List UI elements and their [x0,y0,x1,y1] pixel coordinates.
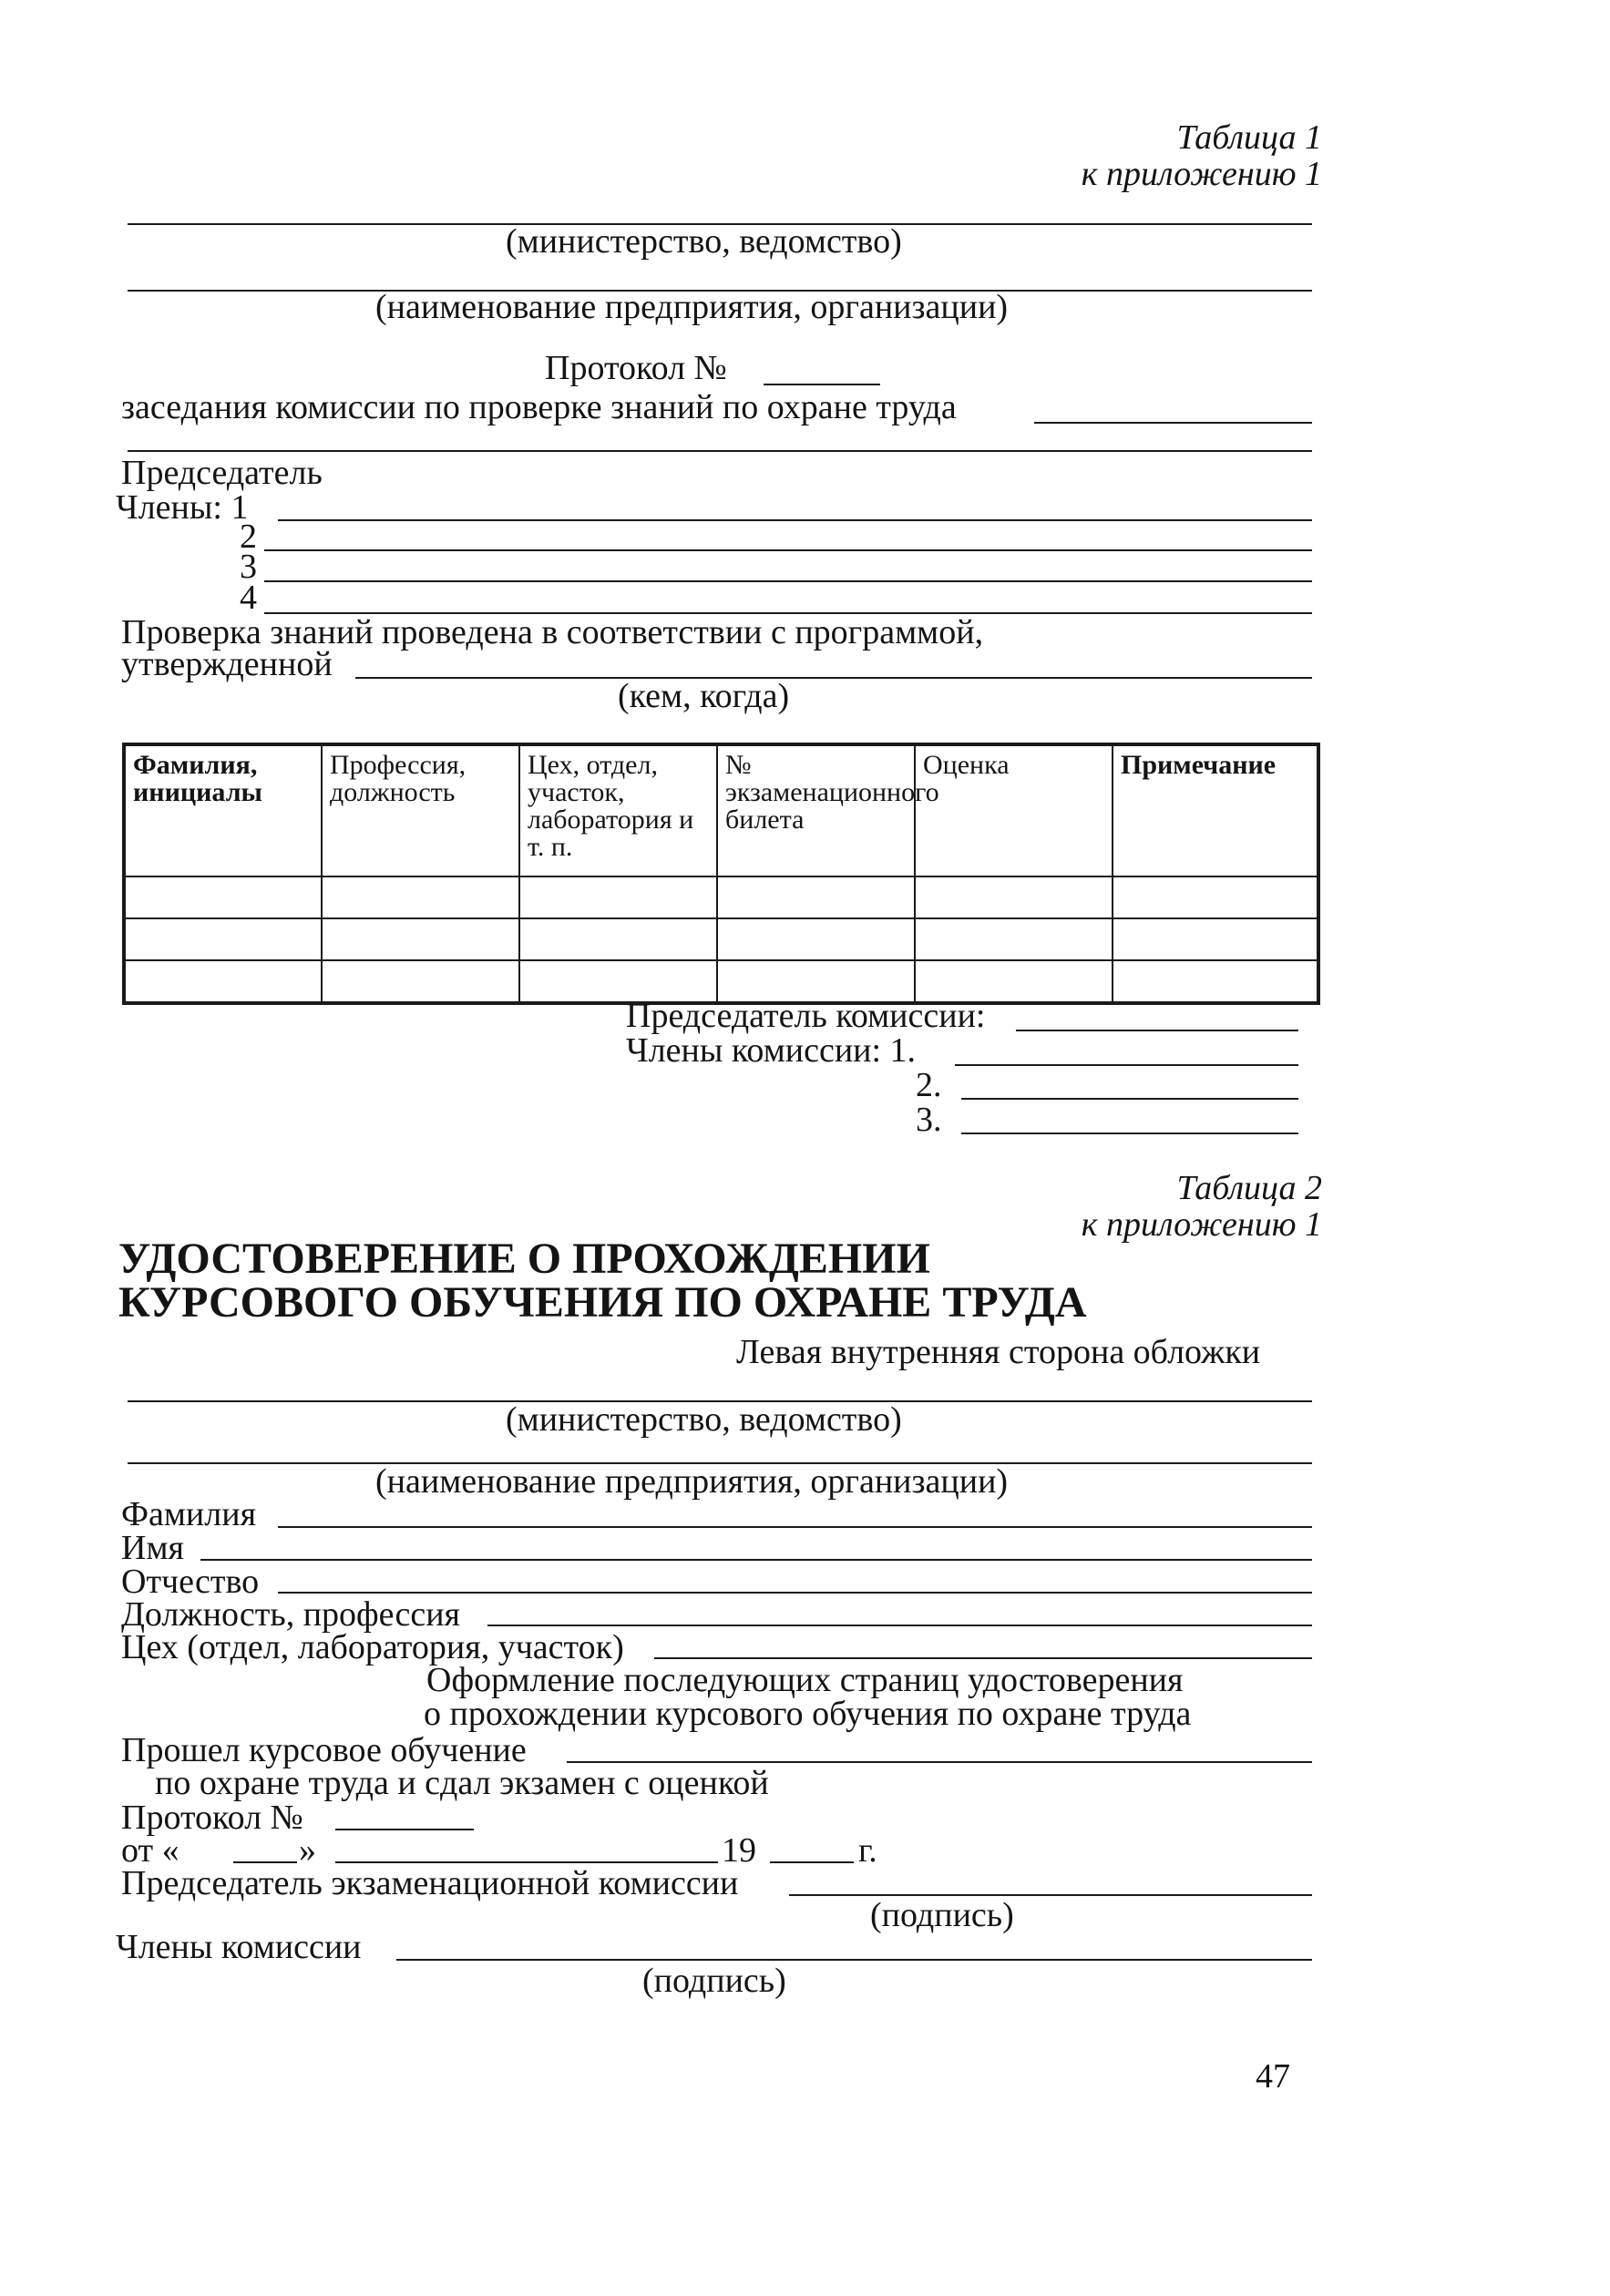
name-label: Имя [121,1529,184,1567]
table-cell [1113,960,1318,1003]
commission-chairman-line [1016,1030,1298,1031]
cert-protocol-line [335,1829,474,1830]
cover-side-label: Левая внутренняя сторона обложки [736,1333,1261,1371]
table-cell [717,876,915,918]
column-header-ticket: № экзаменационного билета [717,744,915,876]
cert-ministry-caption: (министерство, ведомство) [506,1400,902,1439]
protocol-number-line [764,384,880,385]
course-passed-line [567,1761,1312,1763]
member-number-3: 3 [240,548,257,586]
exam-results-table [122,743,1320,1005]
table2-title: Таблица 2 [1176,1169,1322,1207]
table-cell [1113,918,1318,960]
table-cell [322,960,519,1003]
table-row [124,918,1318,960]
date-year-line [770,1861,854,1863]
cert-members-label: Члены комиссии [116,1928,362,1966]
exam-chairman-label: Председатель экзаменационной комиссии [121,1864,739,1902]
next-pages-line-1: Оформление последующих страниц удостоверения [426,1661,1184,1699]
table-cell [322,918,519,960]
table1-title: Таблица 1 [1176,118,1322,157]
commission-member-2-number: 2. [916,1066,942,1104]
patronymic-label: Отчество [121,1563,260,1601]
surname-line [278,1526,1312,1528]
table-cell [124,918,322,960]
table1-subtitle: к приложению 1 [1081,155,1322,193]
exam-passed-label: по охране труда и сдал экзамен с оценкой [155,1764,769,1802]
approved-line [355,677,1312,679]
protocol-title: Протокол № [545,349,727,387]
member-3-line [264,580,1312,582]
patronymic-line [278,1592,1312,1594]
date-month-line [335,1861,718,1863]
date-from-label: от « [121,1831,179,1870]
ministry-caption: (министерство, ведомство) [506,222,902,261]
year-prefix: 19 [722,1831,756,1870]
signature-caption-2: (подпись) [642,1962,786,2000]
position-line [487,1625,1312,1626]
next-pages-line-2: о прохождении курсового обучения по охране труда [424,1695,1192,1733]
cert-enterprise-caption: (наименование предприятия, организации) [375,1462,1009,1501]
enterprise-caption: (наименование предприятия, организации) [375,288,1009,326]
course-passed-label: Прошел курсовое обучение [121,1731,527,1769]
column-header-department: Цех, отдел, участок, лаборатория и т. п. [519,744,717,876]
table-cell [322,876,519,918]
cert-members-line [396,1959,1312,1961]
separator-line [128,450,1312,452]
table-cell [915,918,1113,960]
table-cell [124,876,322,918]
approved-caption: (кем, когда) [618,677,790,715]
table-cell [519,876,717,918]
column-header-name: Фамилия, инициалы [124,744,322,876]
department-line [654,1657,1312,1659]
column-header-profession: Профессия, должность [322,744,519,876]
commission-members-label: Члены комиссии: 1. [626,1031,917,1070]
commission-chairman-label: Председатель комиссии: [626,997,986,1035]
member-2-line [264,549,1312,551]
table-cell [1113,876,1318,918]
table-cell [124,960,322,1003]
member-1-line [278,519,1312,521]
commission-member-3-number: 3. [916,1101,942,1139]
commission-member-2-line [961,1098,1298,1100]
member-number-2: 2 [240,518,257,556]
date-day-line [233,1861,297,1863]
signature-caption-1: (подпись) [870,1896,1014,1934]
table-cell [717,918,915,960]
certificate-heading: УДОСТОВЕРЕНИЕ О ПРОХОЖДЕНИИ КУРСОВОГО ОБУЧЕНИЯ ПО ОХРАНЕ ТРУДА [118,1235,1087,1327]
table2-subtitle: к приложению 1 [1081,1205,1322,1244]
page-number: 47 [1256,2057,1290,2096]
table-cell [915,876,1113,918]
department-label: Цех (отдел, лаборатория, участок) [121,1628,624,1666]
table-cell [519,918,717,960]
column-header-note: Примечание [1113,744,1318,876]
name-line [200,1559,1312,1561]
members-label: Члены: 1 [116,488,249,527]
chairman-label: Председатель [121,454,323,492]
table-row [124,876,1318,918]
meeting-blank [1034,422,1312,424]
position-label: Должность, профессия [121,1595,461,1634]
check-line: Проверка знаний проведена в соответствии с программой, [121,613,984,651]
commission-member-1-line [955,1064,1298,1066]
approved-label: утвержденной [121,645,333,683]
commission-member-3-line [961,1133,1298,1134]
cert-protocol-label: Протокол № [121,1799,303,1837]
table-header-row [124,744,1318,876]
surname-label: Фамилия [121,1495,257,1533]
date-close-quote: » [299,1831,316,1870]
exam-chairman-line [789,1894,1312,1896]
member-number-4: 4 [240,579,257,617]
year-suffix: г. [858,1831,877,1870]
meeting-line-text: заседания комиссии по проверке знаний по охране труда [121,388,957,426]
column-header-grade: Оценка [915,744,1113,876]
